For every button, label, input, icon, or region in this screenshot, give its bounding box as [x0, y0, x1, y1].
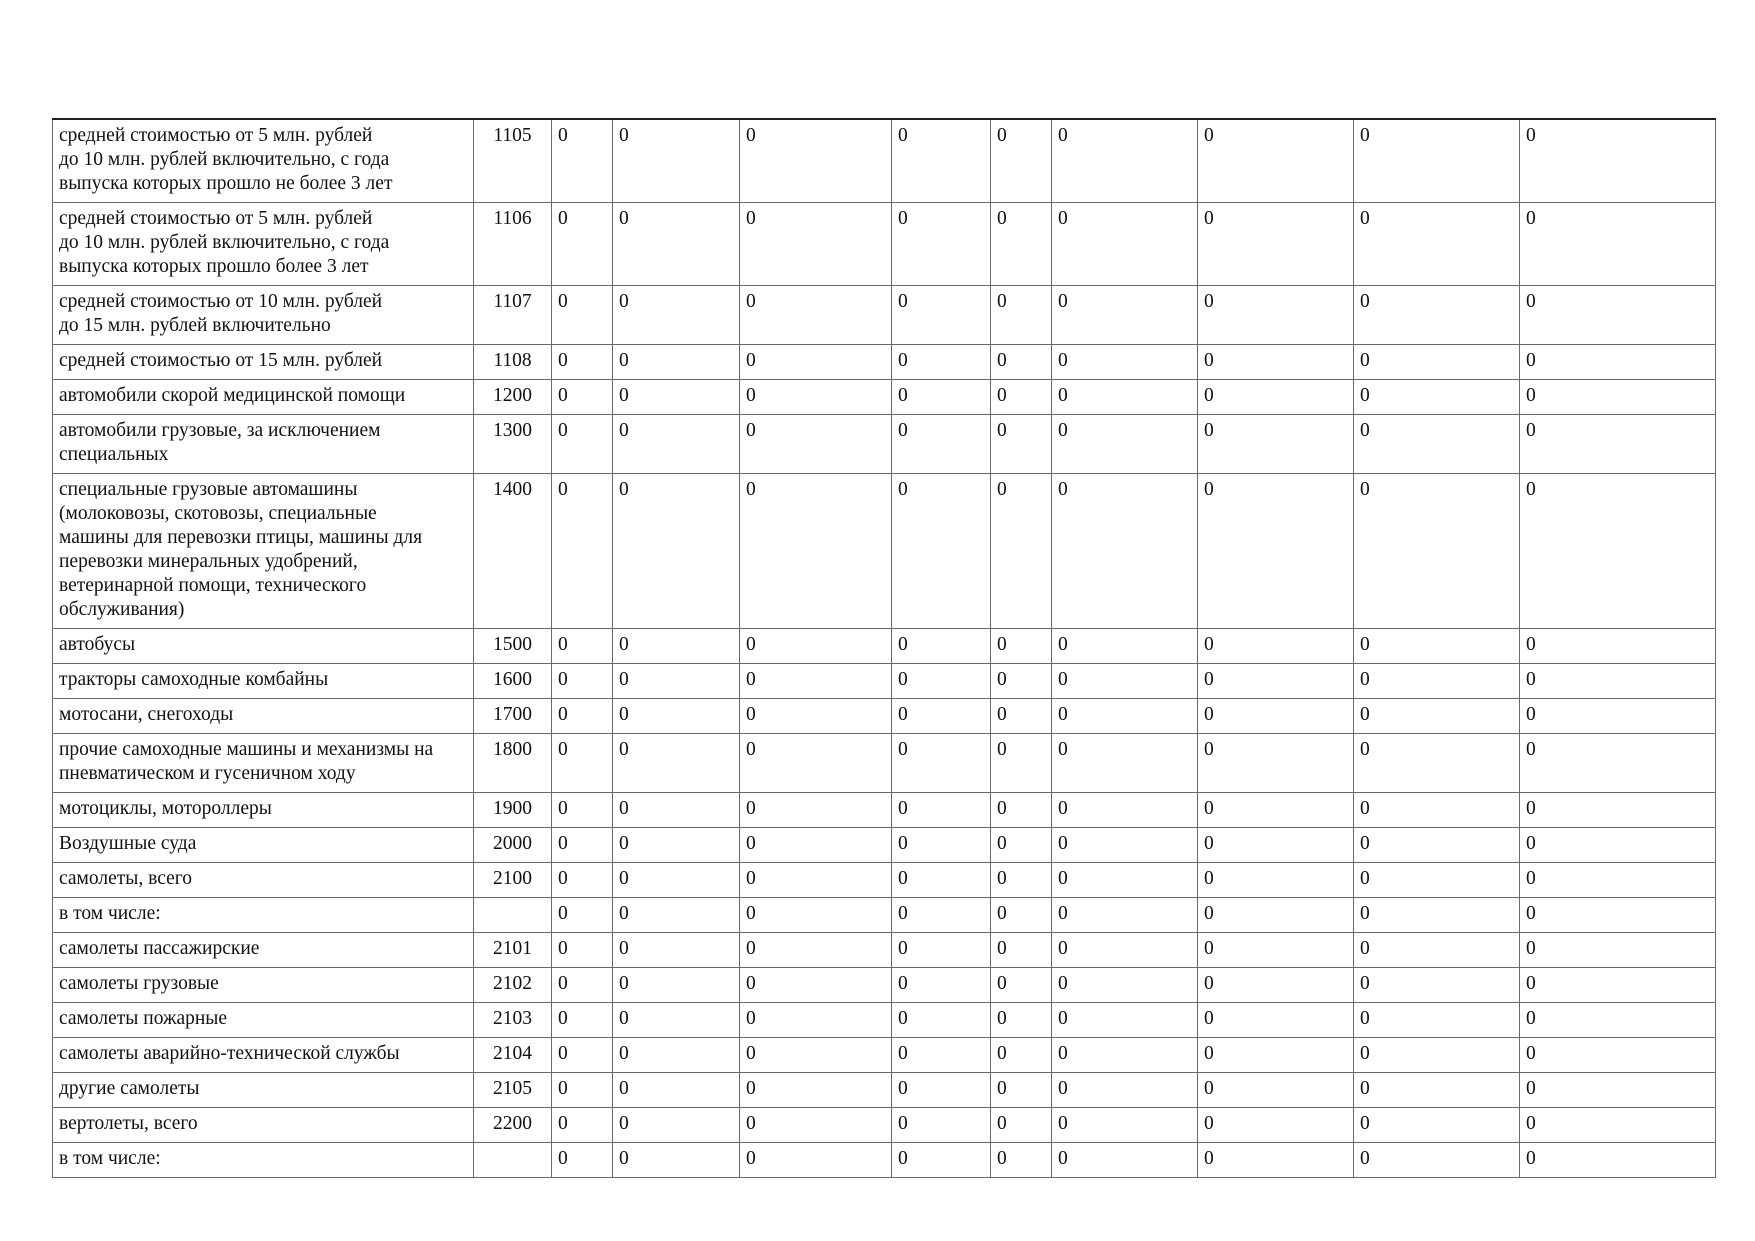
value-cell: 0 [991, 1108, 1052, 1143]
value-cell: 0 [1052, 699, 1198, 734]
value-cell: 0 [1198, 474, 1354, 629]
table-row [53, 793, 1716, 828]
value-cell: 0 [1354, 968, 1520, 1003]
value-cell: 0 [740, 863, 892, 898]
value-cell: 0 [613, 863, 740, 898]
value-cell: 0 [991, 1143, 1052, 1178]
table-row [53, 863, 1716, 898]
value-cell: 0 [991, 380, 1052, 415]
value-cell: 0 [991, 933, 1052, 968]
value-cell: 0 [552, 119, 613, 203]
value-cell: 0 [613, 793, 740, 828]
value-cell: 0 [1198, 345, 1354, 380]
value-cell: 0 [991, 203, 1052, 286]
value-cell: 0 [1198, 380, 1354, 415]
value-cell: 0 [1520, 1108, 1716, 1143]
value-cell: 0 [1052, 863, 1198, 898]
value-cell: 0 [740, 699, 892, 734]
value-cell: 0 [1198, 793, 1354, 828]
row-code-cell: 2105 [474, 1073, 552, 1108]
value-cell: 0 [552, 1108, 613, 1143]
row-name-cell: средней стоимостью от 5 млн. рублей до 10 млн. рублей включительно, с года выпуска которых прошло не более 3 лет [53, 119, 474, 203]
value-cell: 0 [552, 629, 613, 664]
row-name-cell: средней стоимостью от 10 млн. рублей до 15 млн. рублей включительно [53, 286, 474, 345]
value-cell: 0 [740, 474, 892, 629]
row-name-cell: прочие самоходные машины и механизмы на пневматическом и гусеничном ходу [53, 734, 474, 793]
value-cell: 0 [1354, 203, 1520, 286]
value-cell: 0 [1354, 345, 1520, 380]
table-row [53, 933, 1716, 968]
value-cell: 0 [613, 968, 740, 1003]
value-cell: 0 [892, 1003, 991, 1038]
value-cell: 0 [552, 933, 613, 968]
value-cell: 0 [740, 793, 892, 828]
value-cell: 0 [892, 828, 991, 863]
table-row [53, 286, 1716, 345]
value-cell: 0 [613, 933, 740, 968]
value-cell: 0 [1354, 286, 1520, 345]
value-cell: 0 [1198, 1108, 1354, 1143]
value-cell: 0 [613, 1038, 740, 1073]
value-cell: 0 [892, 119, 991, 203]
value-cell: 0 [1354, 828, 1520, 863]
table-row [53, 345, 1716, 380]
value-cell: 0 [1052, 203, 1198, 286]
value-cell: 0 [1052, 1108, 1198, 1143]
document-page [52, 118, 1716, 1178]
value-cell: 0 [740, 828, 892, 863]
value-cell: 0 [1052, 828, 1198, 863]
value-cell: 0 [740, 629, 892, 664]
value-cell: 0 [552, 699, 613, 734]
value-cell: 0 [552, 664, 613, 699]
value-cell: 0 [740, 1038, 892, 1073]
value-cell: 0 [991, 863, 1052, 898]
table-row [53, 203, 1716, 286]
value-cell: 0 [613, 203, 740, 286]
value-cell: 0 [1520, 203, 1716, 286]
value-cell: 0 [740, 664, 892, 699]
value-cell: 0 [892, 968, 991, 1003]
row-code-cell: 2100 [474, 863, 552, 898]
value-cell: 0 [892, 898, 991, 933]
value-cell: 0 [1198, 119, 1354, 203]
value-cell: 0 [1354, 415, 1520, 474]
value-cell: 0 [1520, 1038, 1716, 1073]
value-cell: 0 [892, 474, 991, 629]
table-row [53, 699, 1716, 734]
value-cell: 0 [892, 1143, 991, 1178]
value-cell: 0 [892, 415, 991, 474]
value-cell: 0 [1354, 1003, 1520, 1038]
value-cell: 0 [1198, 828, 1354, 863]
value-cell: 0 [1198, 1038, 1354, 1073]
value-cell: 0 [1520, 1143, 1716, 1178]
value-cell: 0 [552, 793, 613, 828]
value-cell: 0 [991, 1038, 1052, 1073]
value-cell: 0 [1052, 1143, 1198, 1178]
row-name-cell: автобусы [53, 629, 474, 664]
value-cell: 0 [740, 1073, 892, 1108]
value-cell: 0 [1520, 793, 1716, 828]
value-cell: 0 [892, 699, 991, 734]
row-code-cell: 1106 [474, 203, 552, 286]
row-code-cell: 2000 [474, 828, 552, 863]
value-cell: 0 [740, 286, 892, 345]
value-cell: 0 [613, 380, 740, 415]
table-row [53, 898, 1716, 933]
value-cell: 0 [1520, 629, 1716, 664]
value-cell: 0 [991, 1073, 1052, 1108]
value-cell: 0 [613, 1003, 740, 1038]
value-cell: 0 [1198, 664, 1354, 699]
value-cell: 0 [892, 793, 991, 828]
value-cell: 0 [892, 664, 991, 699]
value-cell: 0 [892, 734, 991, 793]
value-cell: 0 [552, 828, 613, 863]
value-cell: 0 [892, 1073, 991, 1108]
value-cell: 0 [1198, 629, 1354, 664]
value-cell: 0 [740, 734, 892, 793]
value-cell: 0 [1354, 863, 1520, 898]
value-cell: 0 [1052, 734, 1198, 793]
value-cell: 0 [1354, 933, 1520, 968]
value-cell: 0 [613, 1073, 740, 1108]
value-cell: 0 [1520, 380, 1716, 415]
value-cell: 0 [1052, 968, 1198, 1003]
row-name-cell: в том числе: [53, 1143, 474, 1178]
row-code-cell: 1108 [474, 345, 552, 380]
value-cell: 0 [1520, 968, 1716, 1003]
value-cell: 0 [552, 1143, 613, 1178]
table-row [53, 828, 1716, 863]
table-row [53, 415, 1716, 474]
table-row [53, 1038, 1716, 1073]
value-cell: 0 [1052, 380, 1198, 415]
value-cell: 0 [1520, 933, 1716, 968]
row-name-cell: самолеты пассажирские [53, 933, 474, 968]
row-code-cell: 2102 [474, 968, 552, 1003]
value-cell: 0 [1520, 828, 1716, 863]
value-cell: 0 [991, 286, 1052, 345]
value-cell: 0 [1520, 1003, 1716, 1038]
value-cell: 0 [552, 734, 613, 793]
value-cell: 0 [1198, 734, 1354, 793]
row-name-cell: самолеты грузовые [53, 968, 474, 1003]
value-cell: 0 [1052, 415, 1198, 474]
table-row [53, 119, 1716, 203]
value-cell: 0 [1354, 119, 1520, 203]
row-name-cell: автомобили грузовые, за исключением специальных [53, 415, 474, 474]
row-name-cell: тракторы самоходные комбайны [53, 664, 474, 699]
value-cell: 0 [613, 474, 740, 629]
row-name-cell: вертолеты, всего [53, 1108, 474, 1143]
value-cell: 0 [740, 380, 892, 415]
value-cell: 0 [552, 1073, 613, 1108]
row-code-cell: 1800 [474, 734, 552, 793]
value-cell: 0 [991, 793, 1052, 828]
value-cell: 0 [552, 380, 613, 415]
value-cell: 0 [613, 1108, 740, 1143]
value-cell: 0 [613, 699, 740, 734]
value-cell: 0 [552, 1003, 613, 1038]
value-cell: 0 [991, 629, 1052, 664]
value-cell: 0 [991, 415, 1052, 474]
value-cell: 0 [892, 286, 991, 345]
value-cell: 0 [740, 119, 892, 203]
value-cell: 0 [1198, 863, 1354, 898]
value-cell: 0 [613, 664, 740, 699]
table-row [53, 734, 1716, 793]
row-code-cell: 1105 [474, 119, 552, 203]
row-name-cell: автомобили скорой медицинской помощи [53, 380, 474, 415]
value-cell: 0 [991, 345, 1052, 380]
value-cell: 0 [613, 286, 740, 345]
value-cell: 0 [552, 863, 613, 898]
value-cell: 0 [1052, 1003, 1198, 1038]
value-cell: 0 [1198, 933, 1354, 968]
value-cell: 0 [1520, 119, 1716, 203]
value-cell: 0 [1198, 203, 1354, 286]
value-cell: 0 [1520, 664, 1716, 699]
row-name-cell: средней стоимостью от 5 млн. рублей до 10 млн. рублей включительно, с года выпуска которых прошло более 3 лет [53, 203, 474, 286]
row-code-cell: 2200 [474, 1108, 552, 1143]
table-row [53, 629, 1716, 664]
value-cell: 0 [1198, 898, 1354, 933]
value-cell: 0 [1198, 1003, 1354, 1038]
row-name-cell: мотосани, снегоходы [53, 699, 474, 734]
value-cell: 0 [1354, 1108, 1520, 1143]
value-cell: 0 [991, 664, 1052, 699]
value-cell: 0 [1052, 793, 1198, 828]
value-cell: 0 [1198, 1073, 1354, 1108]
table-row [53, 474, 1716, 629]
value-cell: 0 [740, 415, 892, 474]
value-cell: 0 [892, 863, 991, 898]
value-cell: 0 [1354, 699, 1520, 734]
value-cell: 0 [991, 119, 1052, 203]
row-name-cell: самолеты, всего [53, 863, 474, 898]
value-cell: 0 [1052, 1073, 1198, 1108]
table-row [53, 968, 1716, 1003]
value-cell: 0 [1354, 664, 1520, 699]
value-cell: 0 [991, 968, 1052, 1003]
value-cell: 0 [1520, 415, 1716, 474]
value-cell: 0 [892, 380, 991, 415]
table-body [53, 119, 1716, 1178]
value-cell: 0 [1520, 699, 1716, 734]
value-cell: 0 [552, 968, 613, 1003]
row-code-cell: 1400 [474, 474, 552, 629]
value-cell: 0 [1354, 629, 1520, 664]
value-cell: 0 [991, 828, 1052, 863]
value-cell: 0 [1520, 345, 1716, 380]
value-cell: 0 [1198, 415, 1354, 474]
value-cell: 0 [1198, 968, 1354, 1003]
value-cell: 0 [1052, 119, 1198, 203]
value-cell: 0 [552, 286, 613, 345]
row-name-cell: самолеты пожарные [53, 1003, 474, 1038]
value-cell: 0 [892, 203, 991, 286]
value-cell: 0 [740, 898, 892, 933]
value-cell: 0 [1520, 1073, 1716, 1108]
row-code-cell: 1900 [474, 793, 552, 828]
row-code-cell: 2101 [474, 933, 552, 968]
value-cell: 0 [1354, 793, 1520, 828]
value-cell: 0 [991, 734, 1052, 793]
value-cell: 0 [1520, 734, 1716, 793]
value-cell: 0 [1052, 1038, 1198, 1073]
value-cell: 0 [991, 1003, 1052, 1038]
row-code-cell: 2103 [474, 1003, 552, 1038]
value-cell: 0 [740, 1003, 892, 1038]
value-cell: 0 [552, 1038, 613, 1073]
value-cell: 0 [613, 345, 740, 380]
table-row [53, 1003, 1716, 1038]
value-cell: 0 [1052, 664, 1198, 699]
table-row [53, 1108, 1716, 1143]
table-row [53, 1143, 1716, 1178]
row-code-cell: 1500 [474, 629, 552, 664]
row-name-cell: самолеты аварийно-технической службы [53, 1038, 474, 1073]
row-name-cell: другие самолеты [53, 1073, 474, 1108]
value-cell: 0 [991, 898, 1052, 933]
table-row [53, 664, 1716, 699]
row-name-cell: средней стоимостью от 15 млн. рублей [53, 345, 474, 380]
row-code-cell [474, 1143, 552, 1178]
value-cell: 0 [991, 474, 1052, 629]
value-cell: 0 [892, 933, 991, 968]
value-cell: 0 [892, 1108, 991, 1143]
value-cell: 0 [613, 898, 740, 933]
row-code-cell [474, 898, 552, 933]
value-cell: 0 [892, 629, 991, 664]
table-row [53, 380, 1716, 415]
value-cell: 0 [1052, 345, 1198, 380]
value-cell: 0 [1520, 286, 1716, 345]
value-cell: 0 [1520, 863, 1716, 898]
value-cell: 0 [1198, 1143, 1354, 1178]
value-cell: 0 [1354, 1073, 1520, 1108]
value-cell: 0 [552, 474, 613, 629]
row-code-cell: 2104 [474, 1038, 552, 1073]
value-cell: 0 [1354, 1038, 1520, 1073]
value-cell: 0 [740, 1108, 892, 1143]
value-cell: 0 [1052, 898, 1198, 933]
value-cell: 0 [613, 119, 740, 203]
value-cell: 0 [613, 1143, 740, 1178]
value-cell: 0 [1354, 898, 1520, 933]
value-cell: 0 [740, 203, 892, 286]
value-cell: 0 [740, 1143, 892, 1178]
value-cell: 0 [552, 203, 613, 286]
row-code-cell: 1300 [474, 415, 552, 474]
value-cell: 0 [1354, 734, 1520, 793]
value-cell: 0 [1198, 286, 1354, 345]
value-cell: 0 [1520, 898, 1716, 933]
value-cell: 0 [613, 629, 740, 664]
value-cell: 0 [892, 345, 991, 380]
row-name-cell: в том числе: [53, 898, 474, 933]
value-cell: 0 [991, 699, 1052, 734]
value-cell: 0 [552, 415, 613, 474]
value-cell: 0 [1354, 474, 1520, 629]
value-cell: 0 [740, 933, 892, 968]
value-cell: 0 [1052, 933, 1198, 968]
value-cell: 0 [613, 734, 740, 793]
value-cell: 0 [552, 345, 613, 380]
value-cell: 0 [1354, 1143, 1520, 1178]
value-cell: 0 [892, 1038, 991, 1073]
value-cell: 0 [740, 345, 892, 380]
value-cell: 0 [1354, 380, 1520, 415]
row-code-cell: 1600 [474, 664, 552, 699]
value-cell: 0 [613, 828, 740, 863]
row-code-cell: 1107 [474, 286, 552, 345]
vehicle-statistics-table [52, 118, 1716, 1178]
value-cell: 0 [1052, 474, 1198, 629]
row-name-cell: специальные грузовые автомашины (молоковозы, скотовозы, специальные машины для перевозки птицы, машины для перевозки минеральных удобрений, ветеринарной помощи, технического обслуживания) [53, 474, 474, 629]
value-cell: 0 [1052, 629, 1198, 664]
row-name-cell: Воздушные суда [53, 828, 474, 863]
row-code-cell: 1700 [474, 699, 552, 734]
value-cell: 0 [1198, 699, 1354, 734]
value-cell: 0 [1052, 286, 1198, 345]
value-cell: 0 [552, 898, 613, 933]
row-code-cell: 1200 [474, 380, 552, 415]
value-cell: 0 [1520, 474, 1716, 629]
table-row [53, 1073, 1716, 1108]
value-cell: 0 [613, 415, 740, 474]
value-cell: 0 [740, 968, 892, 1003]
row-name-cell: мотоциклы, мотороллеры [53, 793, 474, 828]
